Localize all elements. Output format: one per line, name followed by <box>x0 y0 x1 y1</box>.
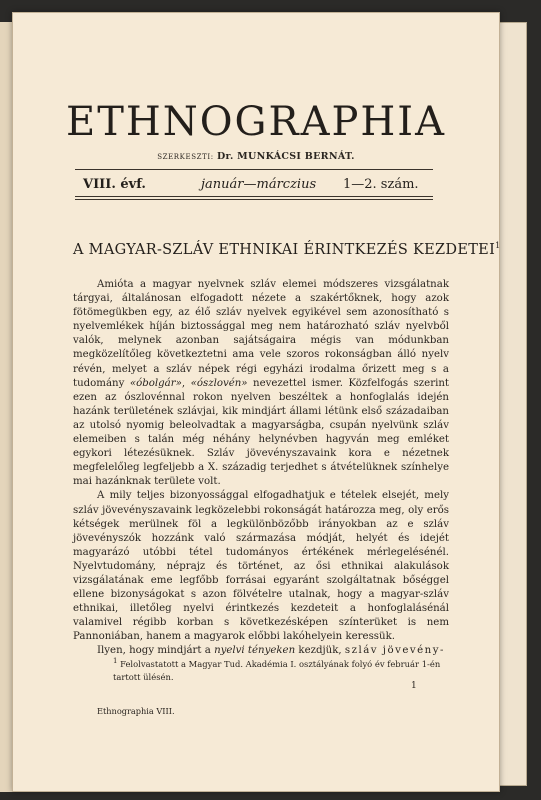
footnote-text: Felolvastatott a Magyar Tud. Akadémia I. osztályának folyó év február 1-én tartott ülésén. <box>113 658 441 682</box>
journal-title: ETHNOGRAPHIA <box>66 99 446 145</box>
footer-signature: Ethnographia VIII. <box>97 706 175 716</box>
term-oszloven: «ószlovén» <box>190 377 248 389</box>
article-title <box>73 241 500 258</box>
article-title-text: A MAGYAR-SZLÁV ETHNIKAI ÉRINTKEZÉS KEZDETEI <box>73 241 496 258</box>
editor-label: SZERKESZTI: <box>157 153 214 161</box>
footnote-mark: 1 <box>113 657 118 665</box>
journal-page <box>12 12 500 792</box>
footnote <box>113 655 453 684</box>
paragraph-1-text-a: Amióta a magyar nyelvnek szláv elemei módszeres vizsgálatnak tárgyai, általánosan elfogadott nézete a szakértőknek, hogy azok fötömegükben egy, az élő szláv nyelvek egyikével sem azonosítható s nyelvemlékek híján biztossággal meg nem határozható szláv nyelvből valók, melynek azonban sajátságaira mégis van módunkban megközelítőleg következtetni ama vele szoros rokonságban álló nyelv révén, melyet a szláv népek régi egyházi irodalma őrizett meg s a tudomány <box>73 279 449 389</box>
header-rule-top <box>75 169 433 170</box>
footnote-ref: 1 <box>495 241 501 250</box>
article-body <box>73 278 449 659</box>
editor-name: Dr. MUNKÁCSI BERNÁT. <box>217 151 355 162</box>
paragraph-3-spaced: szláv jövevény- <box>344 645 445 657</box>
volume-label: VIII. évf. <box>83 177 146 192</box>
paragraph-2: A mily teljes bizonyossággal elfogadhatjuk e tételek elsejét, mely szláv jövevényszavaink legközelebbi rokonságát határozza meg, oly erős kétségek merülnek föl a legkülönbözőbb irányokban az e szláv jövevényszók hozzánk való származása módját, helyét és idejét magyarázó utóbbi tétel tudományos értékének mérlegelésénél. Nyelvtudomány, néprajz és történet, az ősi ethnikai alakulások vizsgálatának eme legfőbb forrásai egyaránt szolgáltatnak bőséggel ellene bizonyságokat s azon fölvételre utalnak, hogy a magyar-szláv ethnikai, illetőleg nyelvi érintkezés kezdeteit a honfoglalásénál valamivel régibb korban s következésképen színterüket is nem Pannoniában, hanem a magyarok előbbi lakóhelyein keressük. <box>73 490 449 643</box>
issue-months: január—márczius <box>201 177 317 192</box>
paragraph-3-text-b: kezdjük, <box>295 645 345 657</box>
paragraph-3-italic: nyelvi tényeken <box>214 645 296 657</box>
editor-line <box>13 151 499 162</box>
paragraph-1-text-b: nevezettel ismer. Közfelfogás szerint ezen az ószlovénnal rokon nyelven beszéltek a honfoglalás idején hazánk területének szlávjai, kik mindjárt állami létünk első századaiban az utolsó nyomig beleolvadtak a magyarságba, csupán nyelvünk szláv elemeiben s talán még néhány helynévben hagyván meg emléket egykori létezésüknek. Szláv jövevényszavaink kora e nézetnek megfelelőleg legfeljebb a X. századig terjedhet s átvételüknek színhelye mai hazánknak területe volt. <box>73 377 449 488</box>
paragraph-1 <box>73 278 449 489</box>
header-rule-mid <box>75 196 433 197</box>
paragraph-1-sep: , <box>181 377 191 389</box>
paragraph-3-text-a: Ilyen, hogy mindjárt a <box>97 645 215 657</box>
issue-number: 1—2. szám. <box>343 177 419 192</box>
header-rule-bottom <box>75 199 433 200</box>
page-number: 1 <box>411 681 417 691</box>
term-obolgar: «óbolgár» <box>129 377 182 389</box>
